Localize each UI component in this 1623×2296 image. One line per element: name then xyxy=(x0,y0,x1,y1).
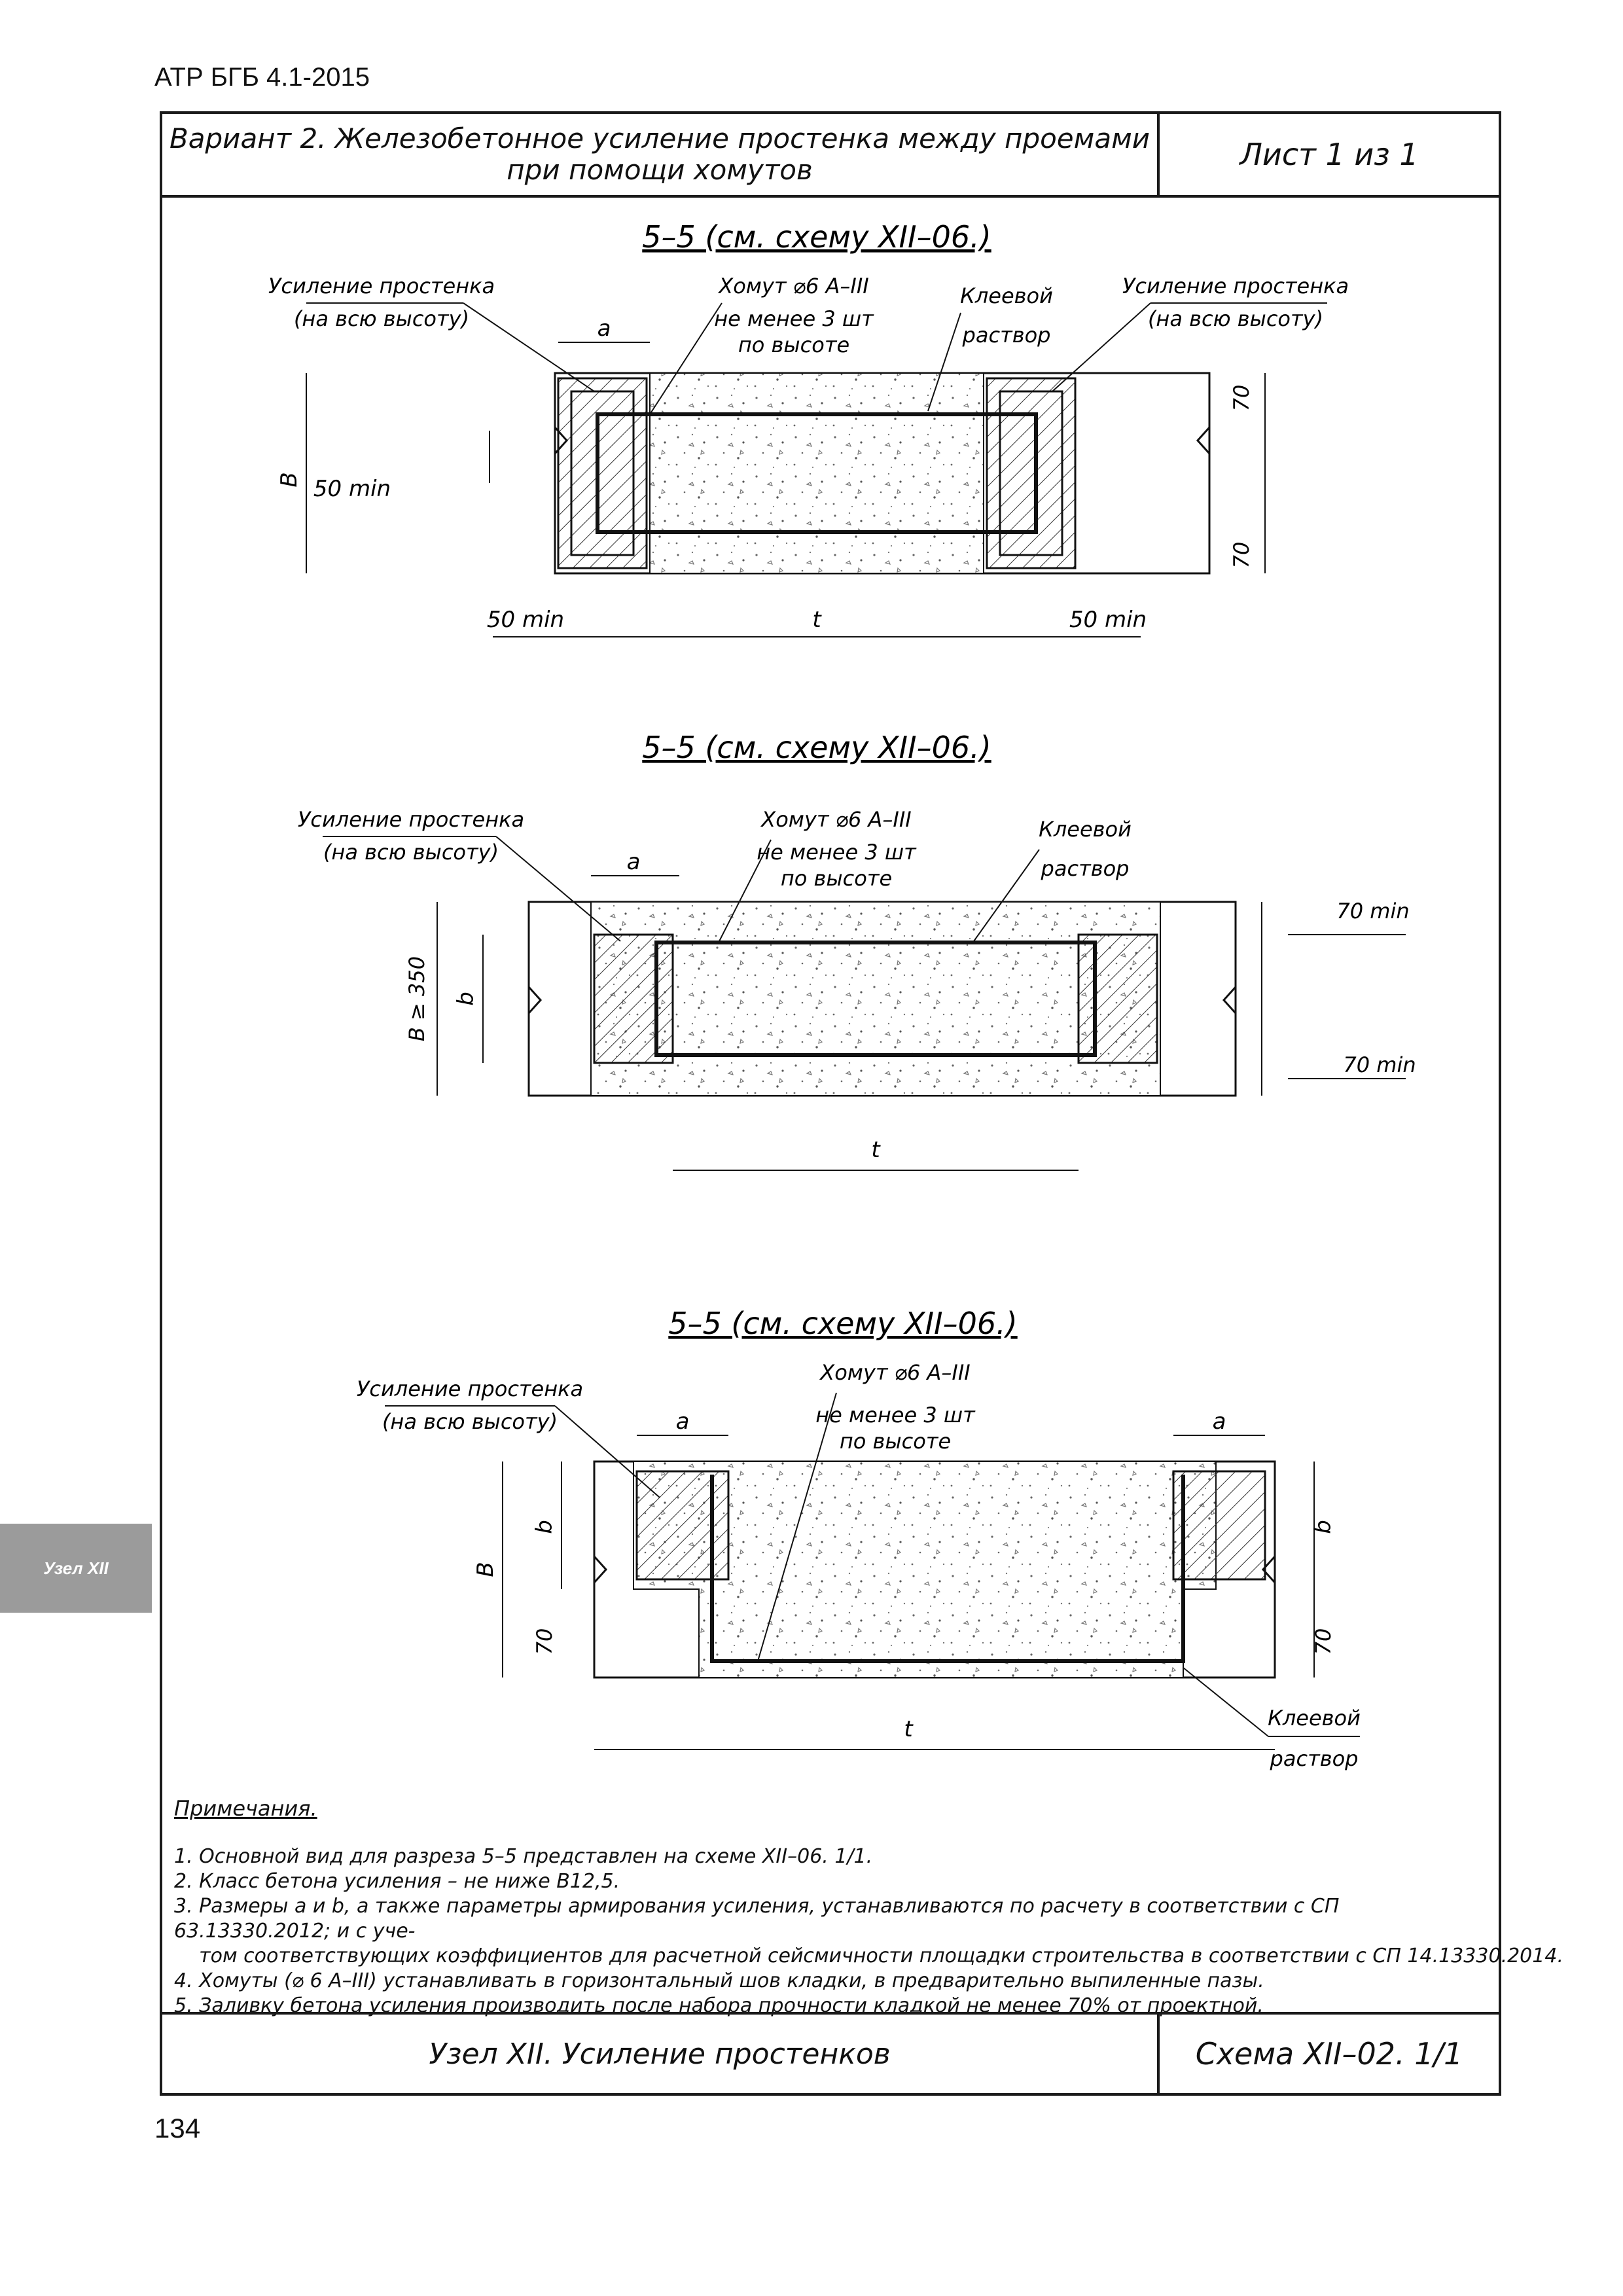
sheet-number: Лист 1 из 1 xyxy=(1240,137,1419,172)
note-item: том соответствующих коэффициентов для расчетной сейсмичности площадки строительства в соответствии с СП 14.13330.2014. xyxy=(174,1945,1563,1967)
section-3-dim-t: t xyxy=(904,1716,913,1742)
section-1-clamp-label-3: по высоте xyxy=(738,332,850,357)
drawing-title xyxy=(162,114,1160,195)
section-2-dim-a: a xyxy=(626,849,641,875)
section-2-reinf-left xyxy=(594,935,673,1063)
section-3-glue-label-2: раствор xyxy=(1270,1746,1359,1771)
section-3-reinf-left-label-1: Усиление простенка xyxy=(356,1376,584,1401)
section-2 xyxy=(298,730,1416,1170)
section-3-dim-B: B xyxy=(473,1562,499,1577)
section-1-clamp-label-2: не менее 3 шт xyxy=(714,306,874,331)
section-2-dim-70-top: 70 min xyxy=(1336,899,1410,924)
section-1-heading: 5–5 (см. схему XII–06.) xyxy=(642,219,991,255)
section-1-leader-right-arrow xyxy=(1052,303,1150,391)
section-1-dim-t: t xyxy=(812,607,821,633)
section-2-reinf-left-label-1: Усиление простенка xyxy=(297,807,525,832)
section-2-reinf-left-label-2: (на всю высоту) xyxy=(323,840,499,865)
section-3-dim-a-right: a xyxy=(1212,1408,1226,1435)
section-2-dim-B: B ≥ 350 xyxy=(404,956,429,1042)
title-block xyxy=(162,114,1499,198)
section-2-clamp-label-2: не менее 3 шт xyxy=(757,840,916,865)
section-3-clamp-label-2: не менее 3 шт xyxy=(815,1403,975,1427)
section-1-clamp-label-1: Хомут ⌀6 А–III xyxy=(719,274,869,298)
section-3-dim-a-left: a xyxy=(675,1408,690,1435)
section-1-dim-70-top: 70 xyxy=(1229,384,1254,412)
side-tab xyxy=(0,1524,152,1613)
section-2-dim-70-bot: 70 min xyxy=(1343,1052,1416,1077)
section-3-dim-b-left: b xyxy=(531,1520,558,1534)
section-2-clamp-label-3: по высоте xyxy=(780,866,893,891)
section-3-clamp-label-3: по высоте xyxy=(839,1429,952,1454)
section-3-heading: 5–5 (см. схему XII–06.) xyxy=(668,1306,1018,1341)
section-2-clamp-label-1: Хомут ⌀6 А–III xyxy=(761,807,912,832)
notes-list xyxy=(174,1844,1563,2018)
section-3 xyxy=(357,1306,1361,1771)
section-2-break-left xyxy=(529,987,541,1013)
section-3-dim-70-left: 70 xyxy=(532,1628,557,1655)
section-1-concrete xyxy=(650,373,984,573)
section-1-dim-50-left: 50 min xyxy=(313,476,391,502)
section-3-dim-b-right: b xyxy=(1310,1520,1336,1534)
section-3-glue-label-1: Клеевой xyxy=(1268,1706,1361,1731)
section-1-leader-left-arrow xyxy=(463,303,594,391)
notes-title: Примечания. xyxy=(174,1796,317,1821)
drawing-title-line1: Вариант 2. Железобетонное усиление простенка между проемами xyxy=(169,122,1150,154)
section-2-heading: 5–5 (см. схему XII–06.) xyxy=(642,730,991,765)
section-2-leader-left-arrow xyxy=(496,836,620,941)
section-1-dim-50-br: 50 min xyxy=(1069,607,1147,633)
section-1-dim-B: B xyxy=(276,472,302,488)
section-2-dim-t: t xyxy=(871,1137,880,1163)
section-2-concrete xyxy=(591,902,1160,1096)
section-1 xyxy=(268,219,1349,637)
section-2-reinf-right xyxy=(1079,935,1157,1063)
section-2-glue-label-2: раствор xyxy=(1041,856,1130,881)
section-1-reinf-left-label-1: Усиление простенка xyxy=(268,274,495,298)
section-1-reinf-right-label-2: (на всю высоту) xyxy=(1147,306,1324,331)
note-item: 1. Основной вид для разреза 5–5 представлен на схеме XII–06. 1/1. xyxy=(174,1845,873,1868)
footer-block xyxy=(162,2012,1499,2093)
section-1-glue-label-1: Клеевой xyxy=(960,283,1053,308)
note-item: 3. Размеры a и b, а также параметры армирования усиления, устанавливаются по расчету в соответствии с СП 63.13330.2012; и с уче- xyxy=(174,1895,1340,1943)
note-item: 5. Заливку бетона усиления производить после набора прочности кладкой не менее 70% от проектной. xyxy=(174,1994,1264,2017)
drawing-title-line2: при помощи хомутов xyxy=(507,154,813,186)
section-2-dim-b: b xyxy=(453,992,479,1006)
section-3-clamp-label-1: Хомут ⌀6 А–III xyxy=(820,1360,971,1385)
document-code: АТР БГБ 4.1-2015 xyxy=(154,63,370,92)
section-3-dim-70-right: 70 xyxy=(1311,1628,1336,1655)
note-item: 4. Хомуты (⌀ 6 А–III) устанавливать в горизонтальный шов кладки, в предварительно выпиленные пазы. xyxy=(174,1969,1264,1992)
notes xyxy=(174,1796,1563,2018)
section-2-glue-label-1: Клеевой xyxy=(1039,817,1132,842)
section-1-dim-70-bot: 70 xyxy=(1229,541,1254,569)
section-1-glue-label-2: раствор xyxy=(962,323,1051,348)
section-3-reinf-right xyxy=(1173,1471,1265,1579)
note-item: 2. Класс бетона усиления – не ниже В12,5. xyxy=(174,1870,620,1893)
section-1-dim-50-bl: 50 min xyxy=(486,607,565,633)
footer-title: Узел XII. Усиление простенков xyxy=(162,2015,1160,2093)
section-1-reinf-right-label-1: Усиление простенка xyxy=(1122,274,1349,298)
section-drawings xyxy=(162,195,1499,1831)
section-3-break-left xyxy=(594,1556,606,1583)
drawing-frame xyxy=(160,111,1563,2096)
section-2-break-right xyxy=(1224,987,1236,1013)
section-3-leader-left-arrow xyxy=(555,1406,660,1498)
section-1-reinf-left-label-2: (на всю высоту) xyxy=(293,306,470,331)
section-1-break-right xyxy=(1198,427,1209,454)
footer-scheme: Схема XII–02. 1/1 xyxy=(1195,2036,1463,2072)
section-3-reinf-left xyxy=(637,1471,728,1579)
page-number: 134 xyxy=(154,2113,201,2144)
section-1-dim-a: a xyxy=(597,315,611,342)
section-3-reinf-left-label-2: (на всю высоту) xyxy=(382,1409,558,1434)
side-tab-label: Узел XII xyxy=(43,1558,109,1578)
